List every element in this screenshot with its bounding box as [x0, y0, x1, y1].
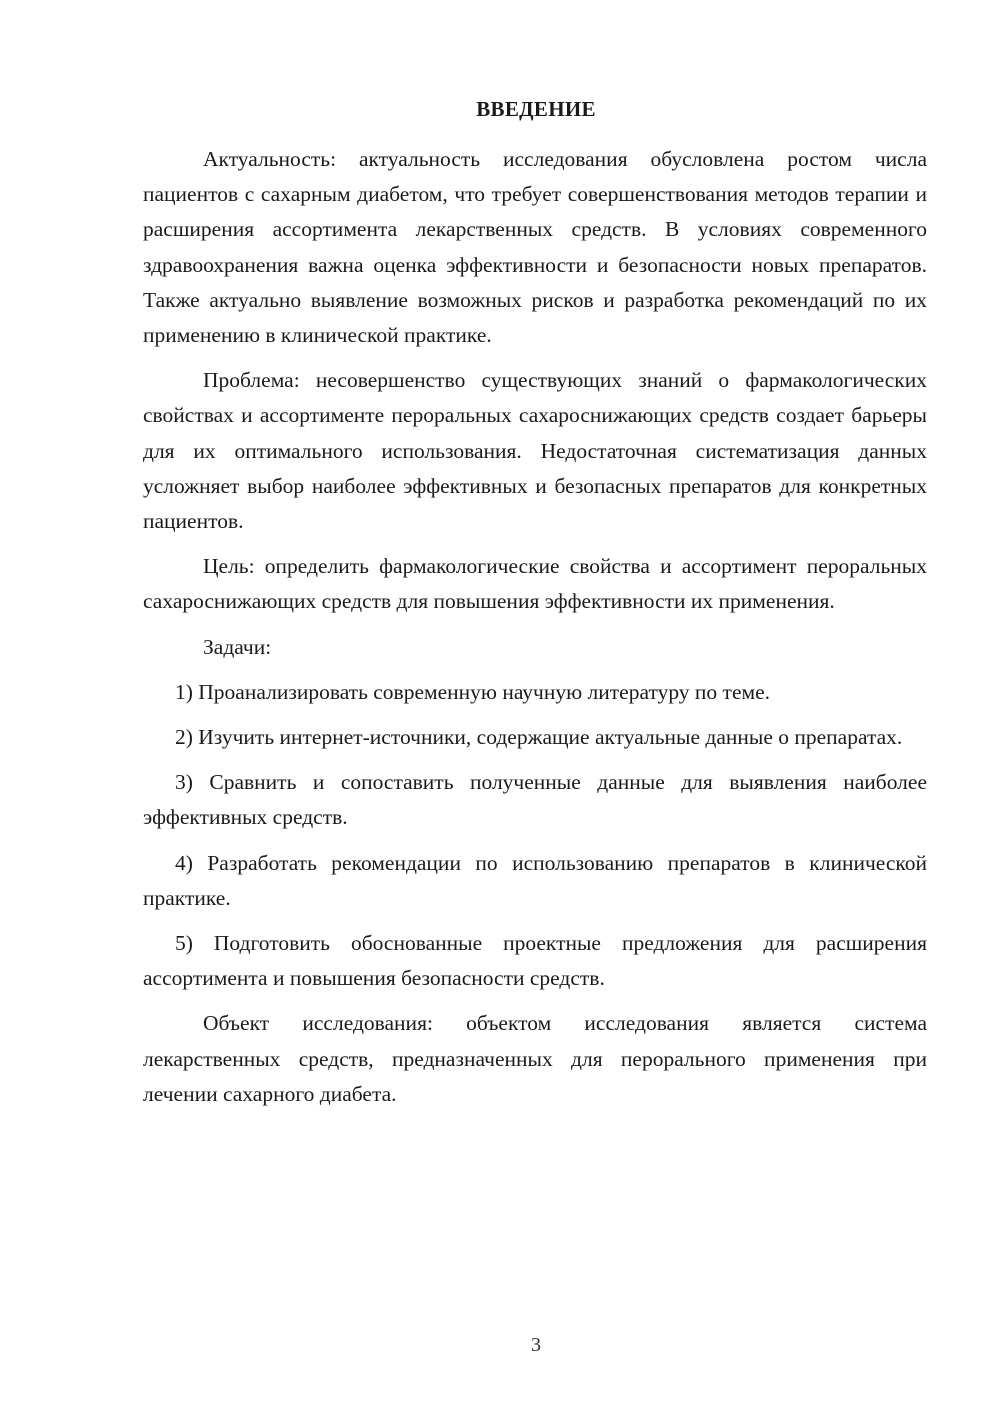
- paragraph-relevance: Актуальность: актуальность исследования обусловлена ростом числа пациентов с сахарным диабетом, что требует совершенствования методов терапии и расширения ассортимента лекарственных средств. В условиях современного здравоохранения важна оценка эффективности и безопасности новых препаратов. Также актуально выявление возможных рисков и разработка рекомендаций по их применению в клинической практике.: [143, 147, 927, 348]
- paragraph-goal: Цель: определить фармакологические свойства и ассортимент пероральных сахароснижающих средств для повышения эффективности их применения.: [143, 554, 927, 614]
- body-text: [143, 142, 927, 1122]
- task-item-1: 1) Проанализировать современную научную литературу по теме.: [175, 679, 771, 704]
- paragraph-object: Объект исследования: объектом исследования является система лекарственных средств, предназначенных для перорального применения при лечении сахарного диабета.: [143, 1011, 927, 1106]
- task-item-3: 3) Сравнить и сопоставить полученные данные для выявления наиболее эффективных средств.: [143, 770, 927, 830]
- tasks-heading: Задачи:: [203, 634, 272, 659]
- task-item-5: 5) Подготовить обоснованные проектные предложения для расширения ассортимента и повышения безопасности средств.: [143, 931, 927, 991]
- section-title: ВВЕДЕНИЕ: [476, 97, 596, 121]
- task-item-2: 2) Изучить интернет-источники, содержащие актуальные данные о препаратах.: [175, 725, 903, 750]
- page-number: 3: [531, 1334, 541, 1356]
- task-item-4: 4) Разработать рекомендации по использованию препаратов в клинической практике.: [143, 850, 927, 910]
- paragraph-problem: Проблема: несовершенство существующих знаний о фармакологических свойствах и ассортименте пероральных сахароснижающих средств создает барьеры для их оптимального использования. Недостаточная систематизация данных усложняет выбор наиболее эффективных и безопасных препаратов для конкретных пациентов.: [143, 368, 927, 534]
